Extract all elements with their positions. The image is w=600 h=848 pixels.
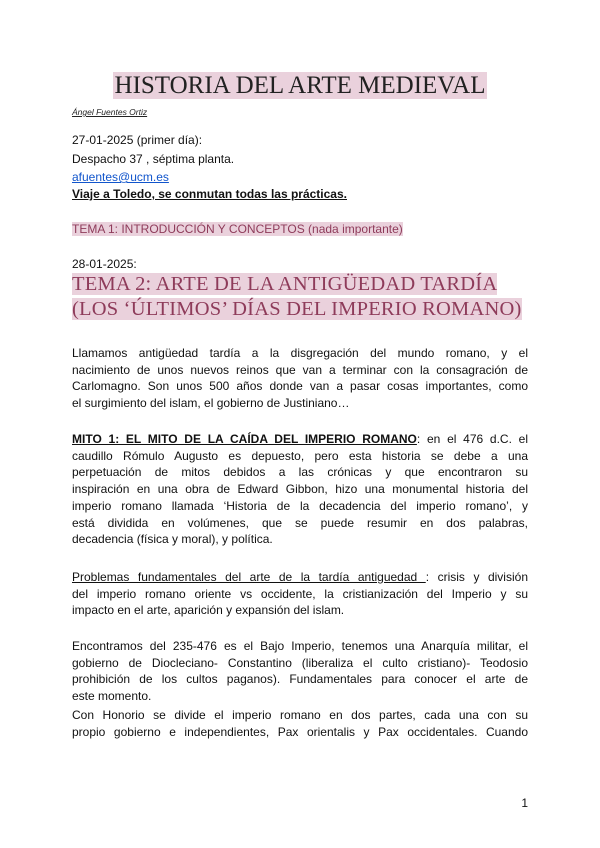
- problemas-paragraph: [72, 569, 528, 619]
- paragraph-line: [72, 431, 528, 448]
- bajo-imperio-paragraph: [72, 638, 528, 705]
- tema2-line2: [72, 297, 528, 322]
- document-title-text: HISTORIA DEL ARTE MEDIEVAL: [114, 72, 486, 99]
- date-line: 27-01-2025 (primer día):: [72, 133, 203, 147]
- paragraph-line: del imperio romano oriente vs occidente, la cristianización del Imperio y su: [72, 586, 528, 601]
- paragraph-line: perpetuación de mitos debidos a las crónicas y que encontraron su: [72, 465, 528, 480]
- problemas-heading: Problemas fundamentales del arte de la tardía antiguedad: [72, 570, 426, 584]
- tema2-line1-text: TEMA 2: ARTE DE LA ANTIGÜEDAD TARDÍA: [72, 273, 498, 295]
- paragraph-line: inspiración en una obra de Edward Gibbon, hizo una monumental historia del: [72, 482, 528, 497]
- trip-note: Viaje a Toledo, se conmutan todas las prácticas.: [72, 187, 347, 201]
- mito1-first-line-rest: : en el 476 d.C. el: [416, 432, 528, 446]
- page-number: 1: [521, 796, 528, 810]
- date2-line: 28-01-2025:: [72, 257, 137, 271]
- paragraph-line: el surgimiento del islam, el gobierno de Justiniano…: [72, 396, 350, 411]
- paragraph-line: propio gobierno e independientes, Pax orientalis y Pax occidentales. Cuando: [72, 724, 528, 739]
- paragraph-line: prohibición de los cultos paganos). Fundamentales para conocer el arte de: [72, 672, 528, 687]
- honorio-paragraph: [72, 707, 528, 740]
- tema2-heading: [72, 272, 528, 322]
- paragraph-line: impacto en el arte, aparición y expansión del islam.: [72, 603, 345, 618]
- paragraph-line: está dividida en volúmenes, que se puede resumir en dos palabras,: [72, 515, 528, 530]
- email-link[interactable]: afuentes@ucm.es: [72, 170, 169, 184]
- paragraph-line: Con Honorio se divide el imperio romano en dos partes, cada una con su: [72, 708, 528, 722]
- paragraph-line: decadencia (física y moral), y política.: [72, 532, 273, 547]
- problemas-first-line-rest: : crisis y división: [425, 570, 528, 584]
- paragraph-line: Llamamos antigüedad tardía a la disgregación del mundo romano, y el: [72, 346, 528, 360]
- office-line: Despacho 37 , séptima planta.: [72, 152, 235, 166]
- paragraph-line: Carlomagno. Son unos 500 años donde van a pasar cosas importantes, como: [72, 379, 528, 394]
- paragraph-line: Encontramos del 235-476 es el Bajo Imperio, tenemos una Anarquía militar, el: [72, 639, 528, 653]
- paragraph-line: gobierno de Diocleciano- Constantino (liberaliza el culto cristiano)- Teodosio: [72, 655, 528, 670]
- paragraph-line: imperio romano llamada ‘Historia de la decadencia del imperio romano’, y: [72, 498, 528, 513]
- document-title: [0, 72, 600, 100]
- author-name: Ángel Fuentes Ortiz: [72, 107, 148, 117]
- mito1-heading: MITO 1: EL MITO DE LA CAÍDA DEL IMPERIO ROMANO: [72, 432, 417, 446]
- tema2-line2-text: (LOS ‘ÚLTIMOS’ DÍAS DEL IMPERIO ROMANO): [72, 298, 522, 320]
- mito1-paragraph: [72, 431, 528, 548]
- paragraph-line: [72, 569, 528, 586]
- tema1-heading-text: TEMA 1: INTRODUCCIÓN Y CONCEPTOS (nada importante): [72, 222, 403, 236]
- paragraph-line: este momento.: [72, 689, 152, 704]
- tema1-heading: [72, 222, 403, 236]
- email-link-wrap: [72, 170, 169, 184]
- paragraph-line: nacimiento de unos nuevos reinos que van a terminar con la consagración de: [72, 362, 528, 377]
- paragraph-line: caudillo Rómulo Augusto es depuesto, pero esta historia se debe a una: [72, 448, 528, 463]
- intro-paragraph: [72, 345, 528, 412]
- tema2-line1: [72, 272, 528, 297]
